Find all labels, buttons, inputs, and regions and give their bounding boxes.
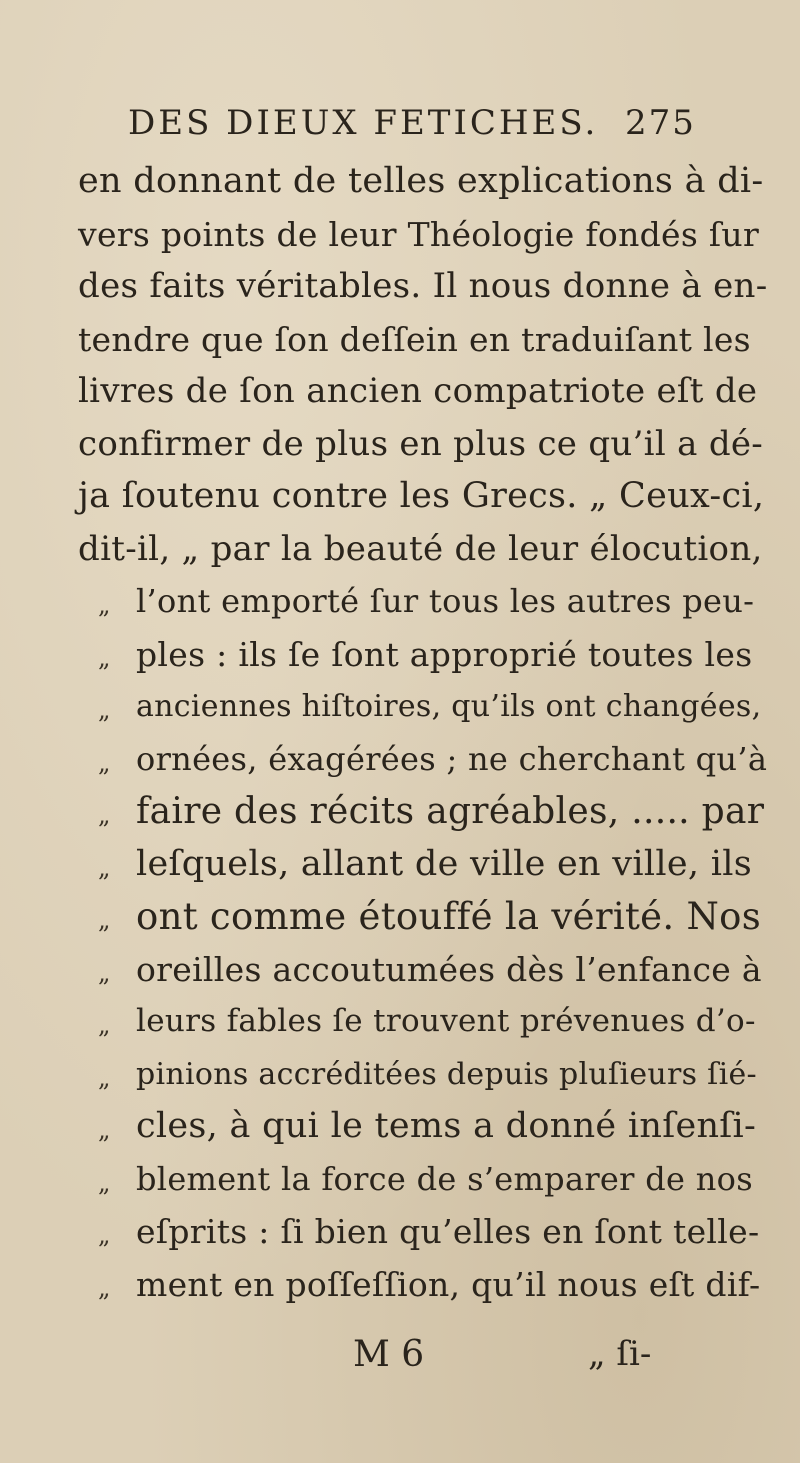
line-text: ples : ils ſe ſont approprié toutes les xyxy=(136,635,753,674)
line-text: l’ont emporté ſur tous les autres peu- xyxy=(136,582,755,620)
text-line xyxy=(0,943,800,996)
line-text: oreilles accoutumées dès l’enfance à xyxy=(136,950,762,989)
line-text: dit-il, „ par la beauté de leur élocution, xyxy=(78,529,763,569)
text-line xyxy=(0,523,800,576)
quotation-mark: „ xyxy=(98,959,111,987)
line-text: anciennes hiſtoires, qu’ils ont changées, xyxy=(136,689,762,724)
quotation-mark: „ xyxy=(98,1169,111,1197)
line-text: eſprits : ſi bien qu’elles en ſont telle- xyxy=(136,1212,760,1251)
quotation-mark: „ xyxy=(98,854,111,882)
line-text: cles, à qui le tems a donné inſenſi- xyxy=(136,1106,757,1146)
quotation-mark: „ xyxy=(98,1064,111,1092)
line-text: confirmer de plus en plus ce qu’il a dé- xyxy=(78,424,764,464)
line-text: des faits véritables. Il nous donne à en- xyxy=(78,266,768,306)
quotation-mark: „ xyxy=(98,1221,111,1249)
quotation-mark: „ xyxy=(98,1116,111,1144)
text-line xyxy=(0,785,800,838)
text-line xyxy=(0,1205,800,1258)
text-line xyxy=(0,260,800,313)
text-line xyxy=(0,838,800,891)
running-title: DES DIEUX FETICHES. xyxy=(128,103,599,143)
text-line xyxy=(0,1153,800,1206)
line-text: pinions accréditées depuis pluſieurs ſié- xyxy=(136,1057,757,1092)
quotation-mark: „ xyxy=(98,801,111,829)
line-text: en donnant de telles explications à di- xyxy=(78,161,764,201)
text-line xyxy=(0,418,800,471)
text-line xyxy=(0,890,800,943)
text-line xyxy=(0,680,800,733)
line-text: leſquels, allant de ville en ville, ils xyxy=(136,844,752,884)
text-line xyxy=(0,1100,800,1153)
page-number: 275 xyxy=(625,103,696,143)
text-line xyxy=(0,208,800,261)
line-text: tendre que ſon deſſein en traduiſant les xyxy=(78,320,751,359)
line-text: faire des récits agréables, ..... par xyxy=(136,791,765,832)
text-line xyxy=(0,155,800,208)
signature-mark: M 6 xyxy=(353,1334,425,1375)
text-line xyxy=(0,1048,800,1101)
quotation-mark: „ xyxy=(98,1274,111,1302)
line-text: ornées, éxagérées ; ne cherchant qu’à xyxy=(136,740,768,778)
quotation-mark: „ xyxy=(98,644,111,672)
quotation-mark: „ xyxy=(98,906,111,934)
line-text: leurs fables ſe trouvent prévenues d’o- xyxy=(136,1003,756,1039)
line-text: ja ſoutenu contre les Grecs. „ Ceux-ci, xyxy=(78,476,765,516)
text-line xyxy=(0,733,800,786)
text-line xyxy=(0,365,800,418)
line-text: vers points de leur Théologie fondés ſur xyxy=(78,215,760,254)
quotation-mark: „ xyxy=(98,1011,111,1039)
text-line xyxy=(0,313,800,366)
text-line xyxy=(0,1258,800,1311)
line-text: livres de ſon ancien compatriote eſt de xyxy=(78,371,758,411)
catchword: „ ſi- xyxy=(588,1334,652,1374)
line-text: ont comme étouffé la vérité. Nos xyxy=(136,895,761,938)
quotation-mark: „ xyxy=(98,696,111,724)
quotation-mark: „ xyxy=(98,749,111,777)
line-text: blement la force de s’emparer de nos xyxy=(136,1160,753,1198)
text-line xyxy=(0,995,800,1048)
text-line xyxy=(0,575,800,628)
line-text: ment en poſſeſſion, qu’il nous eſt dif- xyxy=(136,1265,761,1304)
page-header xyxy=(0,95,800,155)
text-line xyxy=(0,628,800,681)
quotation-mark: „ xyxy=(98,591,111,619)
text-line xyxy=(0,470,800,523)
page-footer xyxy=(0,1330,800,1390)
